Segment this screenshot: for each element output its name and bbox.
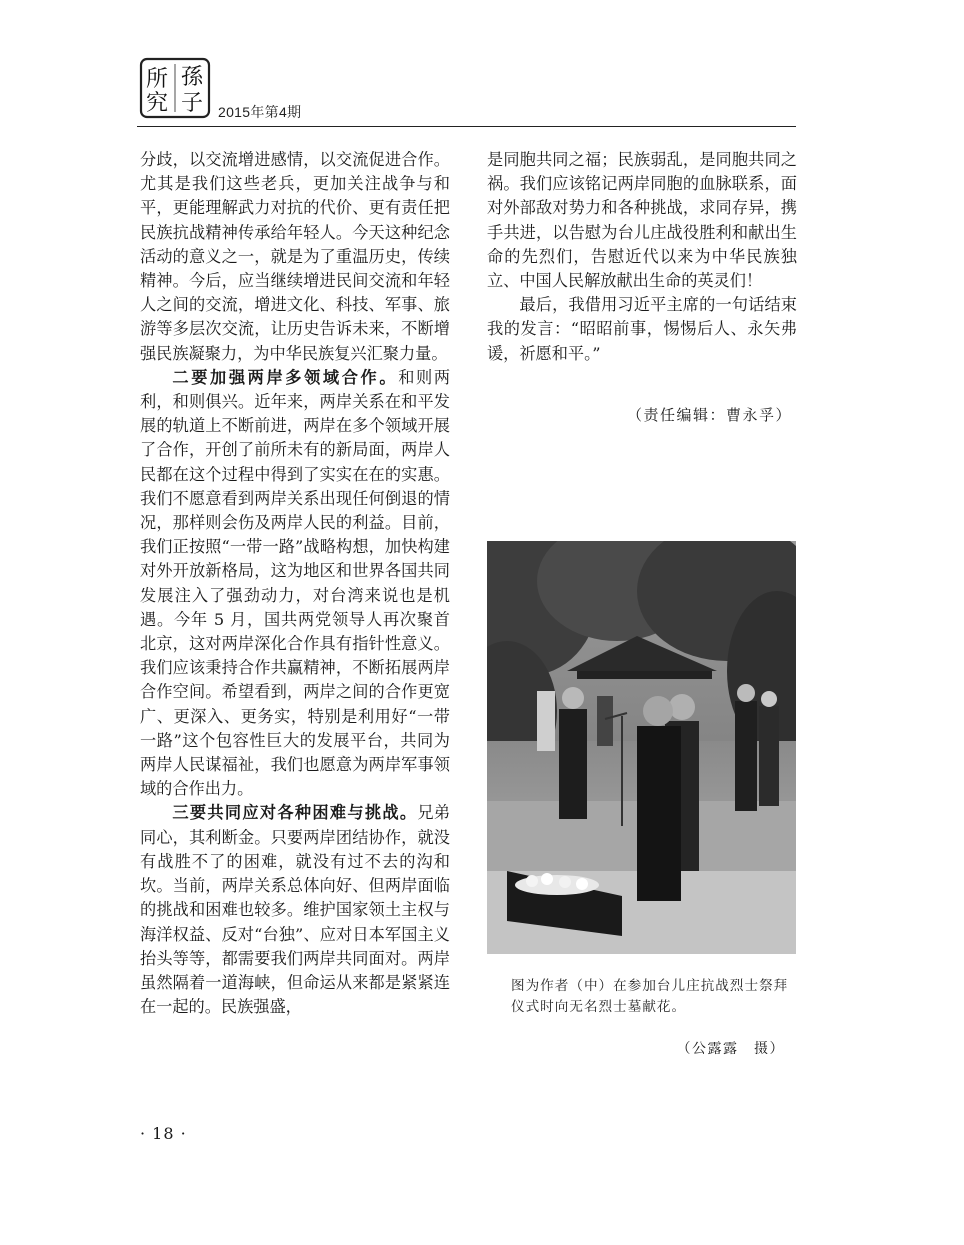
paragraph-5: 最后，我借用习近平主席的一句话结束我的发言：“昭昭前事，惕惕后人、永矢弗谖，祈愿和平。” <box>487 295 797 363</box>
left-column <box>140 148 450 1019</box>
photo-credit: （公露露 摄） <box>676 1041 785 1057</box>
section-heading-2: 二要加强两岸多领域合作。 <box>172 367 399 387</box>
paragraph-3 <box>140 801 450 1019</box>
paragraph-2-body: 和则两利，和则俱兴。近年来，两岸关系在和平发展的轨道上不断前进，两岸在多个领域开展了合作，开创了前所未有的新局面，两岸人民都在这个过程中得到了实实在在的实惠。我们不愿意看到两岸关系出现任何倒退的情况，那样则会伤及两岸人民的利益。目前，我们正按照“一带一路”战略构想，加快构建对外开放新格局，这为地区和世界各国共同发展注入了强劲动力，对台湾来说也是机遇。今年 5 月，国共两党领导人再次聚首北京，这对两岸深化合作具有指针性意义。我们应该秉持合作共赢精神，不断拓展两岸合作空间。希望看到，两岸之间的合作更宽广、更深入、更务实，特别是利用好“一带一路”这个包容性巨大的发展平台，共同为两岸人民谋福祉，我们也愿意为两岸军事领域的合作出力。 <box>140 367 451 799</box>
paragraph-2 <box>140 366 450 802</box>
paragraph-1: 分歧，以交流增进感情，以交流促进合作。尤其是我们这些老兵，更加关注战争与和平，更能理解武力对抗的代价、更有责任把民族抗战精神传承给年轻人。今天这种纪念活动的意义之一，就是为了重温历史，传续精神。今后，应当继续增进民间交流和年轻人之间的交流，增进文化、科技、军事、旅游等多层次交流，让历史告诉未来，不断增强民族凝聚力，为中华民族复兴汇聚力量。 <box>140 150 450 363</box>
page-number: · 18 · <box>140 1124 187 1143</box>
photo-caption: 图为作者（中）在参加台儿庄抗战烈士祭拜仪式时向无名烈士墓献花。 <box>511 978 789 1015</box>
editor-credit: （责任编辑：曹永孚） <box>626 406 792 424</box>
issue-label: 2015年第4期 <box>218 104 302 120</box>
logo-char-br: 子 <box>180 91 204 116</box>
ceremony-photo <box>487 541 796 954</box>
logo-char-bl: 究 <box>145 91 169 116</box>
header-rule <box>137 126 796 127</box>
paragraph-4: 是同胞共同之福；民族弱乱，是同胞共同之祸。我们应该铭记两岸同胞的血脉联系，面对外部敌对势力和各种挑战，求同存异，携手共进，以告慰为台儿庄战役胜利和献出生命的先烈们，告慰近代以来为中华民族独立、中国人民解放献出生命的英灵们！ <box>487 150 797 291</box>
paragraph-3-body: 兄弟同心，其利断金。只要两岸团结协作，就没有战胜不了的困难，就没有过不去的沟和坎。当前，两岸关系总体向好、但两岸面临的挑战和困难也较多。维护国家领土主权与海洋权益、反对“台独”、应对日本军国主义抬头等等，都需要我们两岸共同面对。两岸虽然隔着一道海峡，但命运从来都是紧紧连在一起的。民族强盛， <box>140 803 451 1017</box>
logo-char-tr: 孫 <box>180 65 204 90</box>
right-column <box>487 148 797 366</box>
journal-logo <box>137 56 213 120</box>
logo-char-tl: 所 <box>145 67 169 92</box>
section-heading-3: 三要共同应对各种困难与挑战。 <box>172 803 418 823</box>
